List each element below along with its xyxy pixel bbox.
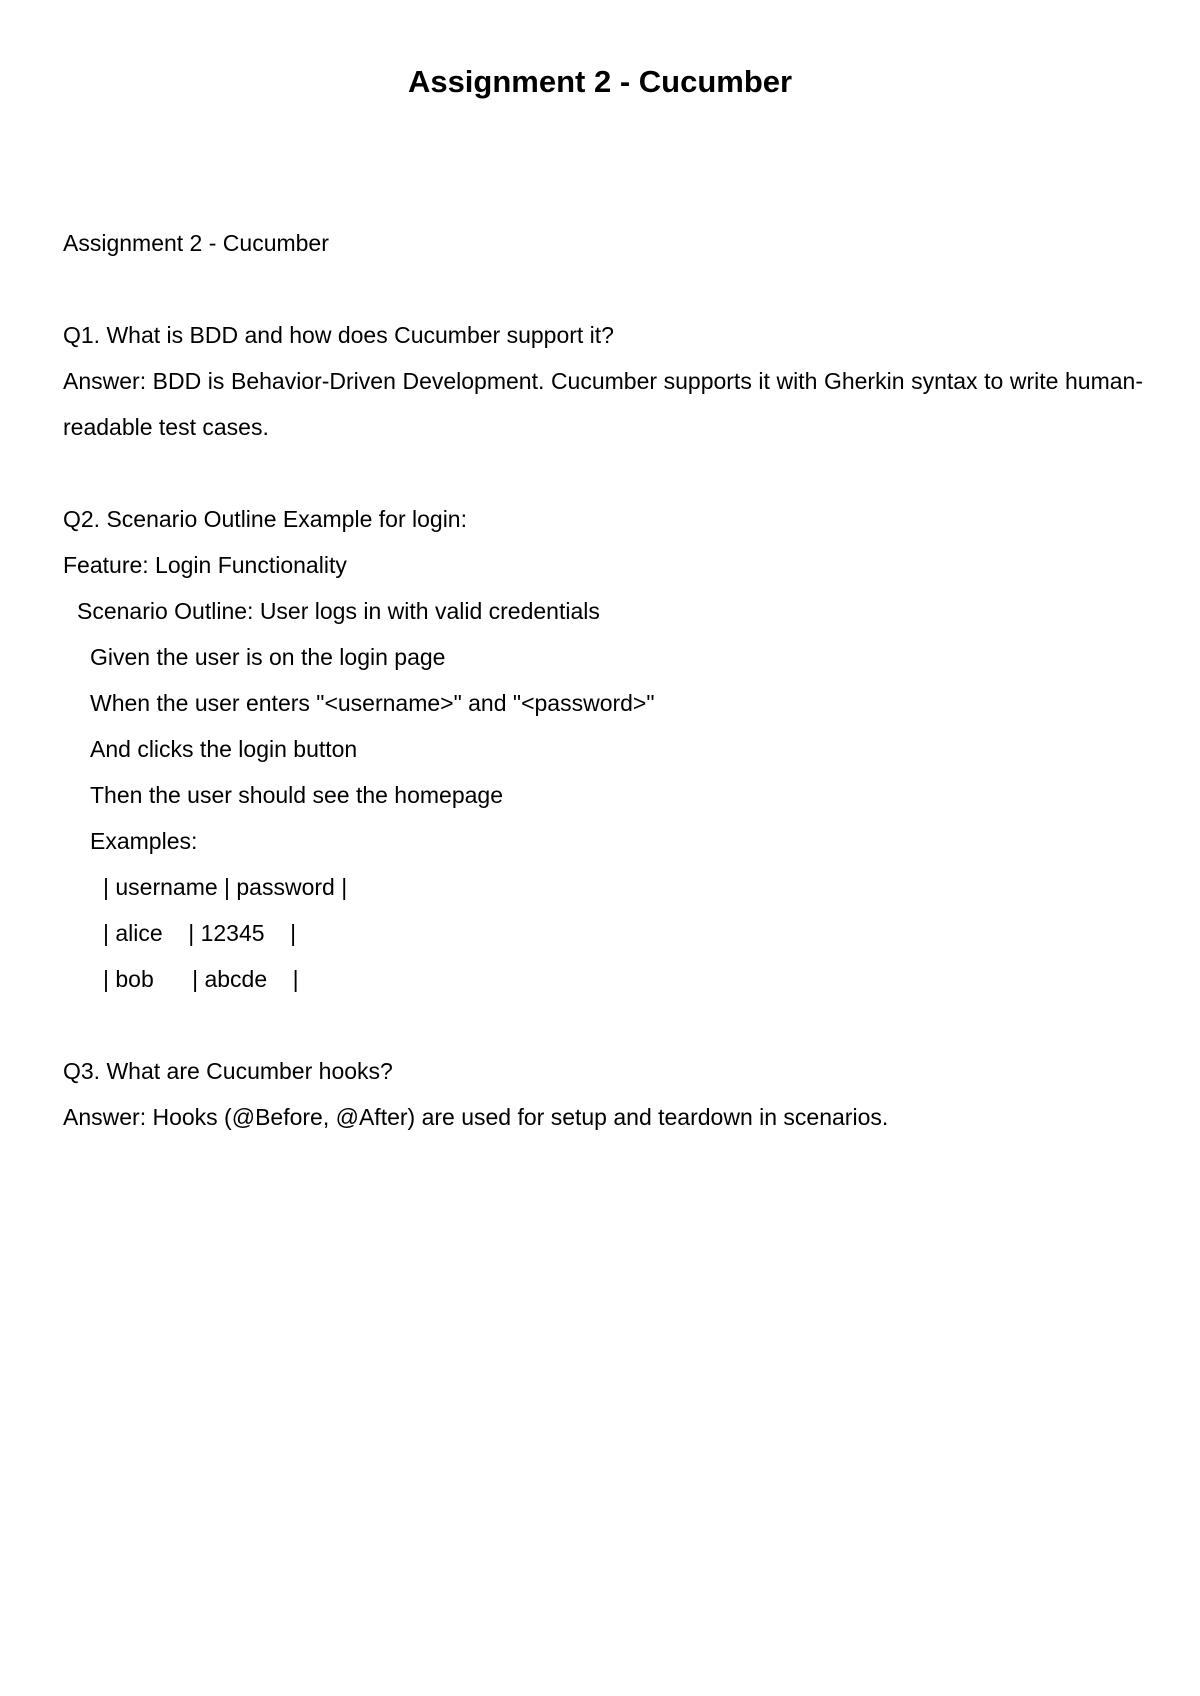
examples-table-row: | bob | abcde | (103, 966, 299, 992)
answer-1: Answer: BDD is Behavior-Driven Development. Cucumber supports it with Gherkin syntax to write human-readable test cases. (63, 368, 1143, 440)
gherkin-then: Then the user should see the homepage (90, 782, 504, 808)
gherkin-scenario-outline: Scenario Outline: User logs in with valid credentials (77, 598, 600, 624)
question-1: Q1. What is BDD and how does Cucumber support it? (63, 322, 614, 348)
question-3: Q3. What are Cucumber hooks? (63, 1058, 393, 1084)
gherkin-when: When the user enters "<username>" and "<password>" (90, 690, 655, 716)
gherkin-and: And clicks the login button (90, 736, 358, 762)
gherkin-feature: Feature: Login Functionality (63, 552, 347, 578)
question-2: Q2. Scenario Outline Example for login: (63, 506, 467, 532)
gherkin-given: Given the user is on the login page (90, 644, 446, 670)
document-body (63, 220, 1143, 1140)
examples-table-row: | alice | 12345 | (103, 920, 297, 946)
answer-3: Answer: Hooks (@Before, @After) are used for setup and teardown in scenarios. (63, 1104, 889, 1130)
body-heading: Assignment 2 - Cucumber (63, 230, 329, 256)
gherkin-examples: Examples: (90, 828, 198, 854)
examples-table-header: | username | password | (103, 874, 348, 900)
blank-line (63, 1002, 1143, 1048)
blank-line (63, 266, 1143, 312)
blank-line (63, 450, 1143, 496)
document-title: Assignment 2 - Cucumber (407, 64, 793, 99)
